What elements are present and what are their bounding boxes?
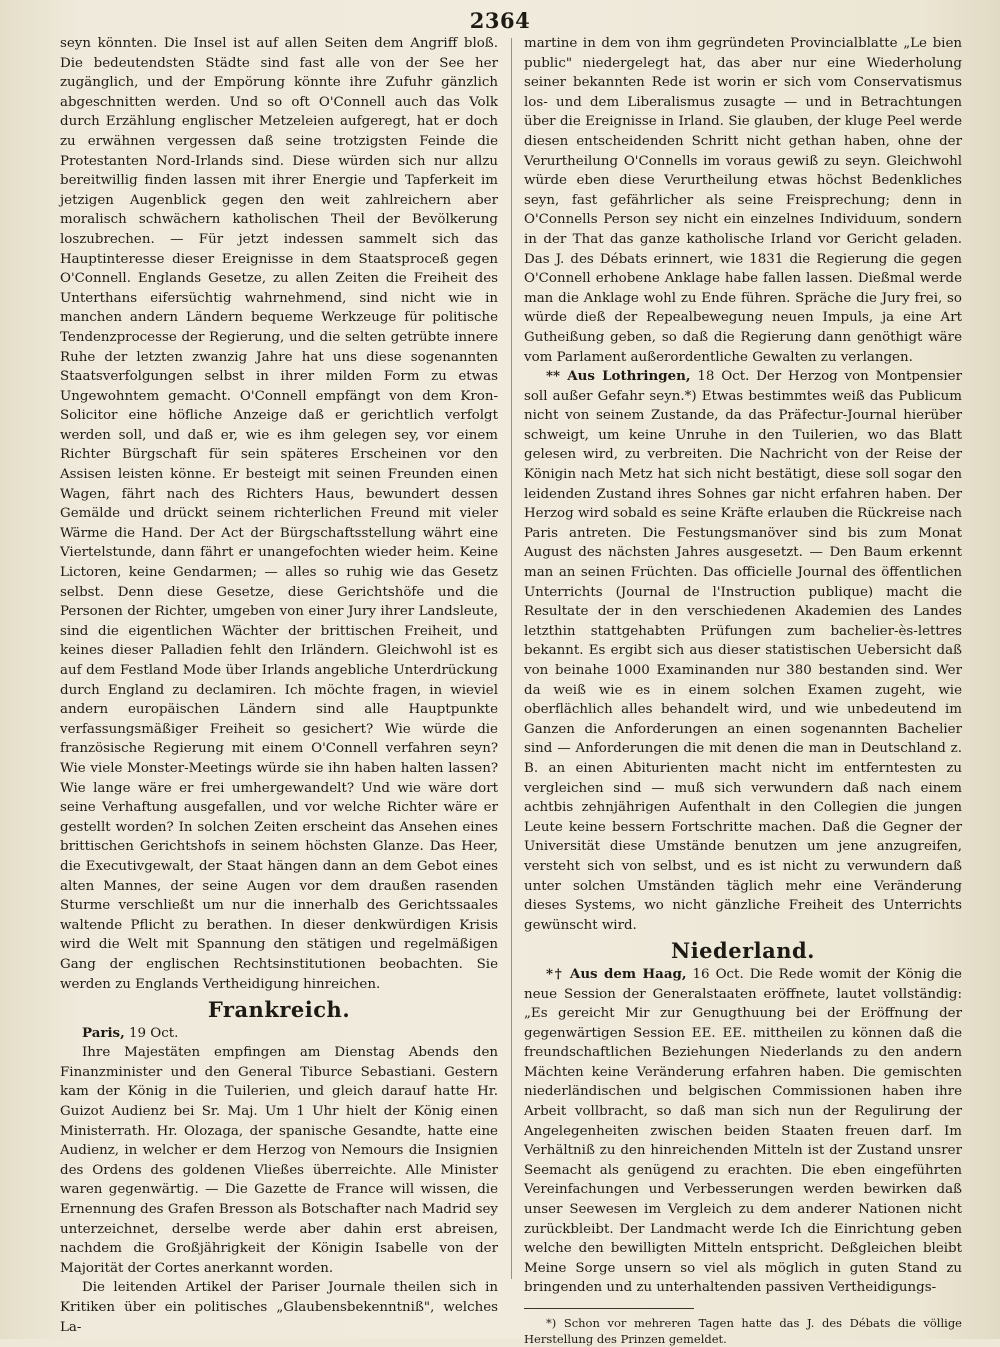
dateline-haag: *† Aus dem Haag, xyxy=(546,965,687,982)
footnote: *) Schon vor mehreren Tagen hatte das J. des Débats die völlige Herstellung des Prinzen gemeldet. xyxy=(524,1316,962,1346)
ireland-article-text: seyn könnten. Die Insel ist auf allen Seiten dem Angriff bloß. Die bedeutendsten Städte sind fast alle von der See her zugänglich, und der Empörung könnte ihre Zufuhr gänzlich abgeschnitten werden. Und so oft O'Connell auch das Volk durch Erzählung englischer Metzeleien aufgeregt, hat er doch zu erwähnen vergessen daß seine trotzigsten Feinde die Protestanten Nord-Irlands sind. Diese würden sich nur allzu bereitwillig finden lassen mit ihrer Energie und Tapferkeit im jetzigen Augenblick gegen den weit zahlreichern aber moralisch schwächern katholischen Theil der Bevölkerung loszubrechen. — Für jetzt indessen sammelt sich das Hauptinteresse dieser Ereignisse in dem Staatsproceß gegen O'Connell. Englands Gesetze, zu allen Zeiten die Freiheit des Unterthans eifersüchtig wahrnehmend, sind nicht wie in manchen andern Ländern bequeme Werkzeuge für politische Tendenzprocesse der Regierung, und die selten getrübte innere Ruhe der letzten zwanzig Jahre hat uns diese sogenannten Staatsverfolgungen selbst in ihrer milden Form zu etwas Ungewohntem gemacht. O'Connell empfängt von dem Kron-Solicitor eine höfliche Anzeige daß er gerichtlich verfolgt werden soll, und daß er, wie es ihm gelegen sey, vor einem Richter Bürgschaft für sein späteres Erscheinen vor den Assisen leisten könne. Er besteigt mit seinen Freunden einen Wagen, fährt nach des Richters Haus, bewundert dessen Gemälde und drückt seinem richterlichen Freund mit vieler Wärme die Hand. Der Act der Bürgschaftsstellung währt eine Viertelstunde, dann fährt er unangefochten wieder heim. Keine Lictoren, keine Gendarmen; — alles so ruhig wie das Gesetz selbst. Denn diese Gesetze, diese Gerichtshöfe und die Personen der Richter, umgeben von einer Jury ihrer Landsleute, sind die eigentlichen Wächter der brittischen Freiheit, und keines dieser Palladien fehlt den Irländern. Gleichwohl ist es auf dem Festland Mode über Irlands angebliche Unterdrückung durch England zu declamiren. Ich möchte fragen, in wieviel andern europäischen Ländern sind alle Hauptpunkte verfassungsmäßiger Freiheit so gesichert? Wie würde die französische Regierung mit einem O'Connell verfahren seyn? Wie viele Monster-Meetings würde sie ihn haben halten lassen? Wie lange wäre er frei umhergewandelt? Und wie wäre dort seine Verhaftung ausgefallen, und vor welche Richter wäre er gestellt worden? In solchen Zeiten erscheint das Ansehen eines brittischen Gerichtshofs in seinem höchsten Glanze. Das Heer, die Executivgewalt, der Staat hängen dann an dem Gebot eines alten Mannes, der seine Augen vor dem draußen rasenden Sturme verschließt um nur die innerhalb des Gerichtssaales waltende Pflicht zu berathen. In dieser denkwürdigen Krisis wird die Welt mit Spannung den stätigen und regelmäßigen Gang der englischen Rechtsinstitutionen beobachten. Sie werden zu Englands Vertheidigung hinreichen. xyxy=(60,36,498,992)
left-column xyxy=(60,34,498,1335)
section-title-niederland: Niederland. xyxy=(671,938,815,964)
lothringen-article-text: Der Herzog von Montpensier soll außer Gefahr seyn.*) Etwas bestimmtes weiß das Publicum nicht von seinem Zustande, da das Präfectur-Journal hierüber schweigt, um keine Unruhe in den Tuilerien, wo das Blatt gelesen wird, zu verbreiten. Die Nachricht von der Reise der Königin nach Metz hat sich nicht bestätigt, diese soll sogar den leidenden Zustand ihres Sohnes gar nicht erfahren haben. Der Herzog wird sobald es seine Kräfte erlauben die Rückreise nach Paris antreten. Die Festungsmanöver sind bis zum Monat August des nächsten Jahres ausgesetzt. — Den Baum erkennt man an seinen Früchten. Das officielle Journal des öffentlichen Unterrichts (Journal de l'Instruction publique) macht die Resultate der in den verschiedenen Akademien des Landes letzthin stattgehabten Prüfungen zum bachelier-ès-lettres bekannt. Es ergibt sich aus dieser statistischen Uebersicht daß von beinahe 1000 Examinanden nur 380 bestanden sind. Wer da weiß wie es in einem solchen Examen zugeht, wie oberflächlich alles behandelt wird, und wie unbedeutend im Ganzen die Anforderungen an einen sogenannten Bachelier sind — Anforderungen die mit denen die man in Deutschland z. B. an einen Abiturienten macht nicht im entferntesten zu vergleichen sind — muß sich verwundern daß nach einem achtbis zehnjährigen Aufenthalt in den Collegien die jungen Leute keine bessern Fortschritte machen. Daß die Gegner der Universität diese Umstände benutzen um jene anzugreifen, versteht sich von selbst, und es ist nicht zu verwundern daß unter solchen Umständen täglich mehr eine Veränderung dieses Systems, wo nicht gänzliche Freiheit des Unterrichts gewünscht wird. xyxy=(524,369,963,933)
right-column xyxy=(524,34,963,1346)
dateline-paris: Paris, xyxy=(82,1024,125,1041)
haag-article-text: Die Rede womit der König die neue Session der Generalstaaten eröffnete, lautet vollständig: „Es gereicht Mir zur Genugthuung bei der Eröffnung der gegenwärtigen Session EE. EE. mittheilen zu können daß die freundschaftlichen Beziehungen Niederlands zu den andern Mächten keine Veränderung erfahren haben. Die gemischten niederländischen und belgischen Commissionen haben ihre Arbeit vollbracht, so daß man sich nun der Regulirung der Angelegenheiten zwischen beiden Staaten freuen darf. Im Verhältniß zu den hinreichenden Mitteln ist der Zustand unsrer Seemacht als genügend zu erachten. Die eben eingeführten Vereinfachungen und Verbesserungen werden bewirken daß unser Seewesen im Vergleich zu dem anderer Nationen nicht zurückbleibt. Der Landmacht werde Ich die Einrichtung geben welche den bewilligten Mitteln entspricht. Deßgleichen bleibt Meine Sorge unsern so viel als möglich in guten Stand zu bringenden und zu unterhaltenden passiven Vertheidigungs- xyxy=(524,966,962,1296)
dateline-paris-date: 19 Oct. xyxy=(124,1025,179,1041)
lothringen-article xyxy=(524,367,962,935)
dateline-haag-date: 16 Oct. xyxy=(686,966,744,982)
column-divider xyxy=(511,38,512,1279)
dateline-lothringen: ** Aus Lothringen, xyxy=(546,368,691,385)
section-title-frankreich: Frankreich. xyxy=(207,997,351,1023)
page-number: 2364 xyxy=(469,8,531,33)
paris-article xyxy=(60,1024,498,1044)
paris-article-text: Ihre Majestäten empfingen am Dienstag Abends den Finanzminister und den General Tiburce Sebastiani. Gestern kam der König in die Tuilerien, und gleich darauf hatte Hr. Guizot Audienz bei Sr. Maj. Um 1 Uhr hielt der König einen Ministerrath. Hr. Olozaga, der spanische Gesandte, hatte eine Audienz, in welcher er dem Herzog von Nemours die Insignien des Ordens des goldenen Vließes überreichte. Alle Minister waren gegenwärtig. — Die Gazette de France will wissen, die Ernennung des Grafen Bresson als Botschafter nach Madrid sey unterzeichnet, derselbe werde aber dahin erst abreisen, nachdem die Großjährigkeit der Königin Isabelle von der Majorität der Cortes anerkannt worden. xyxy=(60,1045,498,1276)
haag-article xyxy=(524,965,962,1298)
footnote-rule xyxy=(524,1308,694,1309)
dateline-lothringen-date: 18 Oct. xyxy=(690,369,750,385)
paris-journals-text: Die leitenden Artikel der Pariser Journale theilen sich in Kritiken über ein politisches „Glaubensbekenntniß", welches La- xyxy=(60,1280,498,1335)
lamartine-text: martine in dem von ihm gegründeten Provincialblatte „Le bien public" niedergelegt hat, das aber nur eine Wiederholung seiner bekannten Rede ist worin er sich vom Conservatismus los- und dem Liberalismus zusagte — und in Betrachtungen über die Ereignisse in Irland. Sie glauben, der kluge Peel werde diesen entscheidenden Schritt nicht gethan haben, ohne der Verurtheilung O'Connells im voraus gewiß zu seyn. Gleichwohl würde eben diese Verurtheilung etwas höchst Bedenkliches seyn, fast gefährlicher als seine Freisprechung; denn in O'Connells Person sey nicht ein einzelnes Individuum, sondern in der That das ganze katholische Irland vor Gericht geladen. Das J. des Débats erinnert, wie 1831 die Regierung die gegen O'Connell erhobene Anklage habe fallen lassen. Dießmal werde man die Anklage wohl zu Ende führen. Spräche die Jury frei, so würde dieß der Repealbewegung neuen Impuls, ja eine Art Gutheißung geben, so daß die Regierung dann genöthigt wäre vom Parlament außerordentliche Gewalten zu verlangen. xyxy=(524,36,962,365)
